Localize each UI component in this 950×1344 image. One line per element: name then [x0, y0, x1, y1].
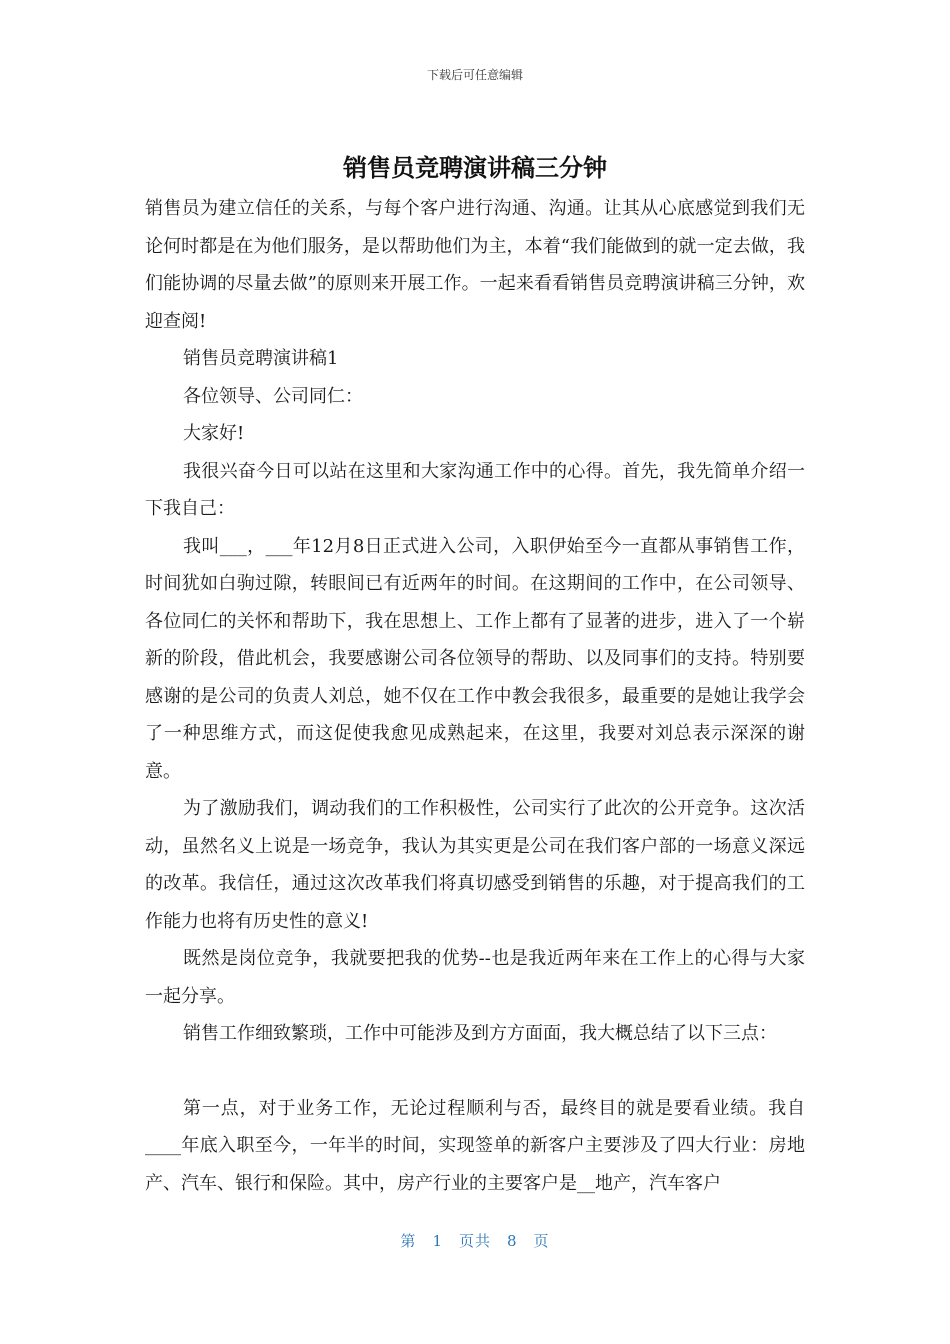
total-pages-number: 8	[507, 1232, 518, 1250]
body-paragraph: 我很兴奋今日可以站在这里和大家沟通工作中的心得。首先，我先简单介绍一下我自己：	[145, 460, 805, 519]
current-page-number: 1	[432, 1232, 443, 1250]
body-paragraph: 第一点，对于业务工作，无论过程顺利与否，最终目的就是要看业绩。我自____年底入职至今，一年半的时间，实现签单的新客户主要涉及了四大行业：房地产、汽车、银行和保险。其中，房产行业的主要客户是__地产，汽车客户	[145, 1097, 805, 1194]
page-label-suffix: 页	[533, 1232, 550, 1250]
intro-paragraph: 销售员为建立信任的关系，与每个客户进行沟通、沟通。让其从心底感觉到我们无论何时都是在为他们服务，是以帮助他们为主，本着“我们能做到的就一定去做，我们能协调的尽量去做”的原则来开展工作。一起来看看销售员竞聘演讲稿三分钟，欢迎查阅!	[145, 198, 805, 332]
body-paragraph: 既然是岗位竞争，我就要把我的优势--也是我近两年来在工作上的心得与大家一起分享。	[145, 948, 805, 1007]
body-paragraph: 为了激励我们，调动我们的工作积极性，公司实行了此次的公开竞争。这次活动，虽然名义上说是一场竞争，我认为其实更是公司在我们客户部的一场意义深远的改革。我信任，通过这次改革我们将真切感受到销售的乐趣，对于提高我们的工作能力也将有历史性的意义!	[145, 798, 805, 932]
body-paragraph: 销售工作细致繁琐，工作中可能涉及到方方面面，我大概总结了以下三点：	[183, 1023, 777, 1044]
section-heading: 销售员竞聘演讲稿1	[183, 348, 339, 369]
document-body	[145, 190, 805, 1202]
page-label-prefix: 第	[400, 1232, 417, 1250]
salutation: 各位领导、公司同仁：	[183, 385, 363, 407]
body-paragraph: 我叫___，___年12月8日正式进入公司，入职伊始至今一直都从事销售工作，时间犹如白驹过隙，转眼间已有近两年的时间。在这期间的工作中，在公司领导、各位同仁的关怀和帮助下，我在思想上、工作上都有了显著的进步，进入了一个崭新的阶段，借此机会，我要感谢公司各位领导的帮助、以及同事们的支持。特别要感谢的是公司的负责人刘总，她不仅在工作中教会我很多，最重要的是她让我学会了一种思维方式，而这促使我愈见成熟起来，在这里，我要对刘总表示深深的谢意。	[145, 535, 805, 782]
document-title: 销售员竞聘演讲稿三分钟	[343, 154, 607, 182]
page-label-middle: 页共	[458, 1232, 491, 1250]
greeting: 大家好!	[183, 423, 245, 444]
header-note: 下载后可任意编辑	[426, 68, 523, 82]
page-footer	[0, 1230, 950, 1251]
